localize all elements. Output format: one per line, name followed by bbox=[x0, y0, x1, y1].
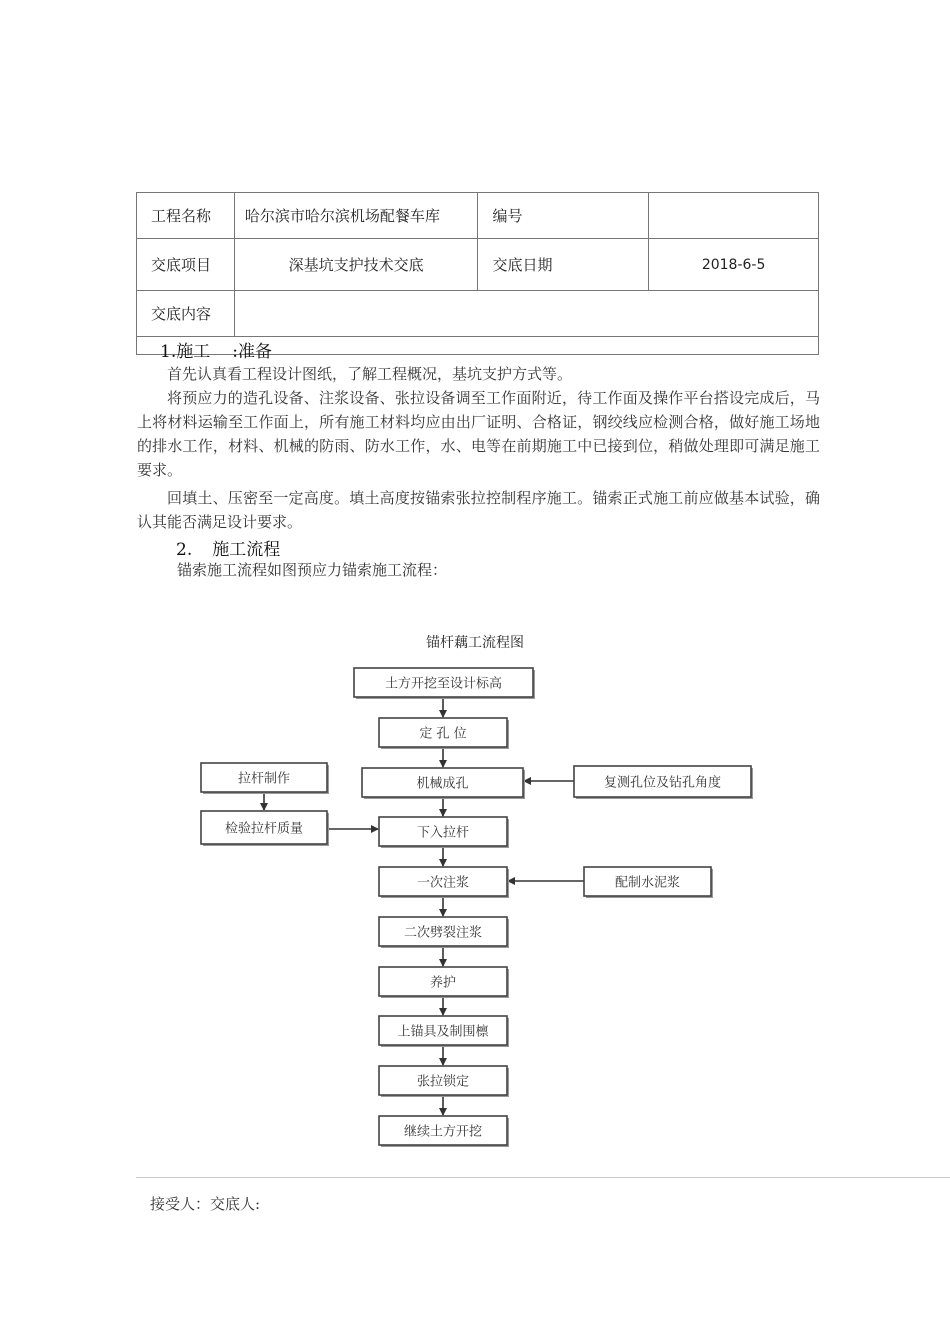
divider bbox=[136, 1177, 950, 1178]
paragraph-3-text: 回填土、压密至一定高度。填土高度按锚索张拉控制程序施工。锚索正式施工前应做基本试验，确认其能否满足设计要求。 bbox=[137, 489, 820, 531]
flow-step-9 bbox=[379, 1066, 509, 1097]
flow-step-5 bbox=[379, 867, 509, 898]
section-2-number: 2. bbox=[176, 540, 193, 560]
item-label: 交底项目 bbox=[137, 239, 235, 291]
svg-text:养护: 养护 bbox=[429, 975, 457, 991]
paragraph-1-text: 首先认真看工程设计图纸，了解工程概况，基坑支护方式等。 bbox=[167, 365, 573, 383]
flow-side-right-1 bbox=[574, 766, 753, 799]
flow-step-8 bbox=[379, 1016, 509, 1047]
svg-text:继续土方开挖: 继续土方开挖 bbox=[403, 1124, 483, 1140]
svg-text:土方开挖至设计标高: 土方开挖至设计标高 bbox=[384, 676, 503, 692]
svg-text:下入拉杆: 下入拉杆 bbox=[416, 825, 470, 841]
signature-line: 接受人：交底人: bbox=[150, 1195, 261, 1213]
section-2-title: 施工流程 bbox=[212, 540, 281, 560]
flow-step-7 bbox=[379, 967, 509, 998]
svg-text:配制水泥浆: 配制水泥浆 bbox=[614, 875, 681, 891]
flow-step-10 bbox=[379, 1116, 509, 1147]
svg-text:一次注浆: 一次注浆 bbox=[416, 875, 470, 891]
paragraph-2-text: 将预应力的造孔设备、注浆设备、张拉设备调至工作面附近，待工作面及操作平台搭设完成后，马上将材料运输至工作面上，所有施工材料均应由出厂证明、合格证，钢绞线应检测合格，做好施工场地的排水工作，材料、机械的防雨、防水工作，水、电等在前期施工中已接到位，稍做处理即可满足施工要求。 bbox=[137, 389, 820, 479]
section-1-title: :准备 bbox=[232, 342, 272, 362]
svg-text:复测孔位及钻孔角度: 复测孔位及钻孔角度 bbox=[603, 775, 722, 791]
flow-side-left-2 bbox=[201, 811, 329, 846]
flow-step-2 bbox=[379, 718, 509, 749]
content-label: 交底内容 bbox=[137, 291, 235, 337]
section-1-number: 1.施工 bbox=[160, 342, 211, 362]
svg-text:定 孔 位: 定 孔 位 bbox=[419, 726, 467, 742]
paragraph-4: 锚索施工流程如图预应力锚索施工流程： bbox=[177, 561, 448, 579]
flow-side-right-2 bbox=[584, 867, 713, 898]
svg-text:检验拉杆质量: 检验拉杆质量 bbox=[224, 821, 304, 837]
project-name-label: 工程名称 bbox=[137, 193, 235, 239]
flowchart-title: 锚杆藕工流程图 bbox=[426, 635, 524, 651]
flow-step-4 bbox=[379, 817, 509, 848]
flowchart-nodes bbox=[201, 668, 753, 1147]
flow-step-6 bbox=[379, 917, 509, 948]
svg-text:上锚具及制围檩: 上锚具及制围檩 bbox=[397, 1024, 489, 1040]
flow-step-3 bbox=[362, 768, 525, 799]
code-label: 编号 bbox=[478, 193, 649, 239]
date-value: 2018-6-5 bbox=[649, 239, 819, 291]
svg-text:机械成孔: 机械成孔 bbox=[416, 776, 469, 792]
date-label: 交底日期 bbox=[478, 239, 649, 291]
item-value: 深基坑支护技术交底 bbox=[234, 239, 478, 291]
svg-text:张拉锁定: 张拉锁定 bbox=[416, 1074, 470, 1090]
svg-text:拉杆制作: 拉杆制作 bbox=[237, 771, 291, 787]
flow-side-left-1 bbox=[201, 763, 329, 794]
project-name-value: 哈尔滨市哈尔滨机场配餐车库 bbox=[234, 193, 478, 239]
flowchart-edges bbox=[264, 698, 584, 1115]
svg-text:二次劈裂注浆: 二次劈裂注浆 bbox=[403, 925, 483, 941]
flow-step-1 bbox=[354, 668, 535, 699]
